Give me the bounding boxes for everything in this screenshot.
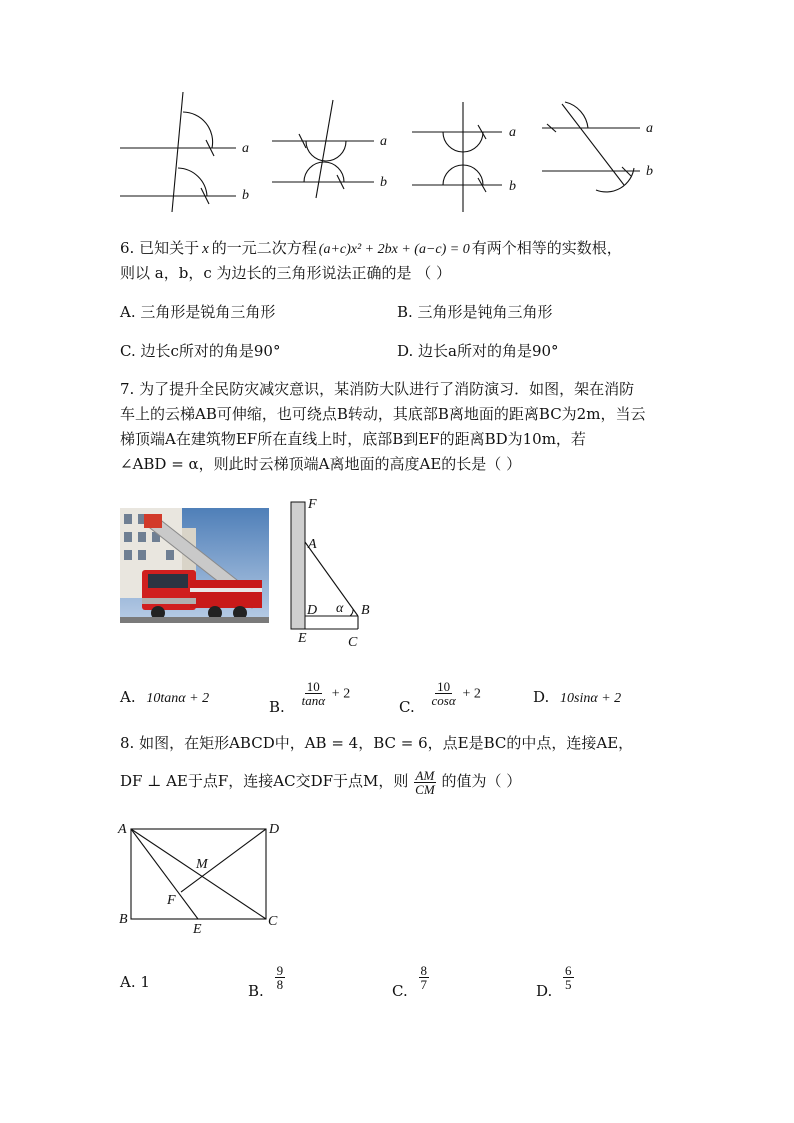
fig3-lines — [412, 102, 502, 212]
label-e: E — [298, 631, 307, 646]
q6-option-d[interactable]: D. 边长a所对的角是90° — [397, 342, 559, 360]
angle-alpha-arc — [350, 609, 353, 616]
q8-option-b-numerator: 9 — [276, 963, 284, 978]
q7-option-a[interactable] — [120, 688, 209, 707]
q8-option-b[interactable] — [248, 963, 285, 1000]
label-f: F — [167, 893, 176, 908]
label-d: D — [307, 603, 318, 618]
fig3-label-b: b — [509, 179, 516, 194]
label-a: A — [118, 822, 127, 837]
label-e: E — [193, 922, 202, 937]
q7-option-d[interactable] — [533, 688, 621, 707]
q8-ratio-numerator: AM — [415, 767, 435, 783]
fig1-lines — [120, 92, 236, 212]
q8-option-a[interactable]: A. 1 — [120, 973, 150, 991]
label-f: F — [308, 497, 317, 512]
q8-diagram — [110, 815, 290, 940]
q6-line1-mid: 的一元二次方程 — [211, 239, 317, 257]
q7-option-d-prefix: D. — [533, 688, 550, 706]
fire-truck-illustration — [120, 508, 269, 623]
fig4-label-b: b — [646, 164, 653, 179]
label-a: A — [308, 537, 317, 552]
q8-option-c-denominator: 7 — [420, 977, 427, 992]
q7-line4: ∠ABD = α，则此时云梯顶端A离地面的高度AE的长是（ ） — [120, 455, 522, 473]
label-b: B — [361, 603, 370, 618]
fig1-label-a: a — [242, 141, 249, 156]
q8-option-d-fraction — [563, 964, 574, 991]
q7-option-a-expr: 10tanα + 2 — [146, 691, 210, 706]
q8-option-d-prefix: D. — [536, 981, 553, 1000]
q8-option-c[interactable] — [392, 963, 429, 1000]
q8-option-d-numerator: 6 — [565, 963, 572, 978]
label-alpha: α — [336, 601, 344, 616]
q7-line3: 梯顶端A在建筑物EF所在直线上时，底部B到EF的距离BD为10m，若 — [120, 430, 586, 448]
label-m: M — [196, 857, 208, 872]
q8-option-c-prefix: C. — [392, 981, 408, 1000]
label-c: C — [348, 635, 358, 650]
q7-option-b[interactable] — [269, 679, 351, 716]
q8-line2-suffix: 的值为（ ） — [441, 772, 522, 790]
q6-line1-prefix: 6. 已知关于 — [120, 239, 200, 257]
q7-option-a-prefix: A. — [120, 688, 136, 706]
q7-option-b-tail: + 2 — [331, 686, 351, 702]
fig4-lines — [542, 102, 640, 192]
q6-option-c[interactable]: C. 边长c所对的角是90° — [120, 342, 281, 360]
q8-line2 — [120, 768, 521, 796]
label-c: C — [268, 914, 278, 929]
label-d: D — [269, 822, 280, 837]
q7-option-b-prefix: B. — [269, 697, 285, 716]
q8-option-c-fraction — [419, 964, 430, 991]
q8-option-b-denominator: 8 — [276, 977, 284, 992]
q8-ratio-fraction — [413, 769, 437, 796]
q7-option-b-denominator: tanα — [301, 693, 326, 708]
fire-truck-photo — [120, 508, 269, 623]
fig2-label-b: b — [380, 175, 387, 190]
q7-option-b-numerator: 10 — [306, 679, 320, 694]
q6-equation: (a+c)x² + 2bx + (a−c) = 0 — [318, 242, 470, 257]
q6-option-a[interactable]: A. 三角形是锐角三角形 — [120, 303, 276, 321]
fig1-label-b: b — [242, 188, 249, 203]
q6-line1 — [120, 235, 622, 263]
q8-option-b-fraction — [275, 964, 286, 991]
q7-diagram — [280, 490, 380, 650]
fig3-label-a: a — [509, 125, 516, 140]
q6-line1-suffix: 有两个相等的实数根， — [471, 239, 622, 257]
fig2-lines — [272, 100, 374, 198]
q8-option-d-denominator: 5 — [565, 977, 572, 992]
fig2-label-a: a — [380, 134, 387, 149]
q7-option-c-fraction — [430, 680, 458, 707]
q7-option-c[interactable] — [399, 679, 481, 716]
q7-line1: 7. 为了提升全民防灾减灾意识，某消防大队进行了消防演习．如图，架在消防 — [120, 380, 635, 398]
building-ef — [291, 502, 305, 629]
q7-option-c-prefix: C. — [399, 697, 415, 716]
fig4-label-a: a — [646, 121, 653, 136]
segment-df — [181, 829, 266, 892]
q6-var-x: x — [202, 241, 209, 257]
q8-option-d[interactable] — [536, 963, 574, 1000]
segment-ae — [131, 829, 198, 919]
q8-ratio-denominator: CM — [415, 781, 435, 797]
q7-option-c-numerator: 10 — [437, 679, 451, 694]
q8-line2-prefix: DF ⊥ AE于点F，连接AC交DF于点M，则 — [120, 772, 409, 790]
q7-option-d-expr: 10sinα + 2 — [560, 691, 622, 706]
construction-figure-1 — [0, 0, 794, 230]
q6-line2: 则以 a，b，c 为边长的三角形说法正确的是 （ ） — [120, 264, 452, 282]
label-b: B — [119, 912, 128, 927]
segment-ac — [131, 829, 266, 919]
q8-option-c-numerator: 8 — [420, 963, 427, 978]
q6-option-b[interactable]: B. 三角形是钝角三角形 — [397, 303, 553, 321]
q8-option-b-prefix: B. — [248, 981, 264, 1000]
q7-option-c-tail: + 2 — [462, 686, 481, 702]
q7-option-b-fraction — [300, 680, 327, 707]
q8-line1: 8. 如图，在矩形ABCD中，AB = 4，BC = 6，点E是BC的中点，连接AE， — [120, 734, 634, 752]
q7-option-c-denominator: cosα — [431, 693, 456, 708]
q7-line2: 车上的云梯AB可伸缩，也可绕点B转动，其底部B离地面的距离BC为2m，当云 — [120, 405, 646, 423]
